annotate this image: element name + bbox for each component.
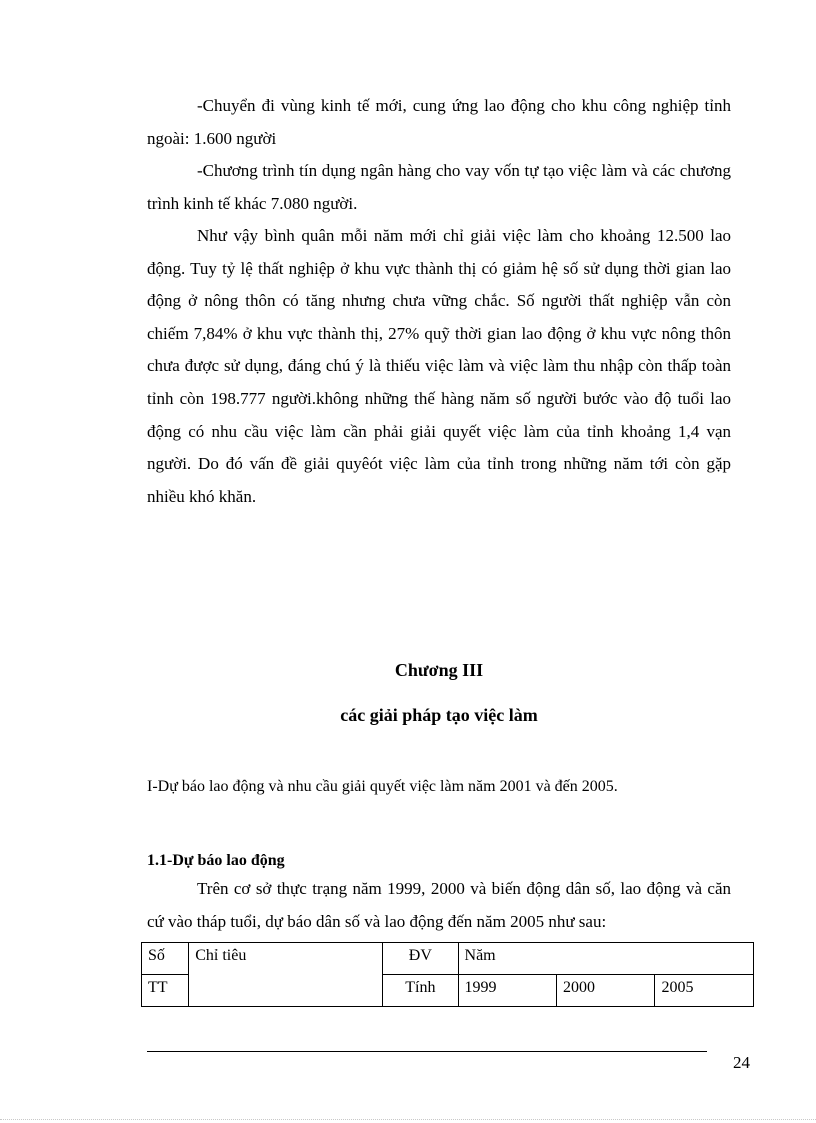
header-unit-bottom: Tính: [383, 975, 458, 1007]
header-unit-top: ĐV: [383, 943, 458, 975]
footer-divider: [147, 1051, 707, 1052]
page-bottom-edge: [0, 1119, 816, 1120]
header-stt-top: Số: [142, 943, 189, 975]
header-year-2005: 2005: [655, 975, 754, 1007]
paragraph-summary: Như vậy bình quân mỗi năm mới chỉ giải việc làm cho khoảng 12.500 lao động. Tuy tỷ lệ thất nghiệp ở khu vực thành thị có giảm hệ số sử dụng thời gian lao động ở nông thôn có tăng nhưng chưa vững chắc. Số người thất nghiệp vẫn còn chiếm 7,84% ở khu vực thành thị, 27% quỹ thời gian lao động ở khu vực nông thôn chưa được sử dụng, đáng chú ý là thiếu việc làm và việc làm thu nhập còn thấp toàn tỉnh còn 198.777 người.không những thế hàng năm số người bước vào độ tuổi lao động có nhu cầu việc làm cần phải giải quyết việc làm của tỉnh khoảng 1,4 vạn người. Do đó vấn đề giải quyêót việc làm của tỉnh trong những năm tới còn gặp nhiều khó khăn.: [147, 226, 731, 506]
forecast-table: [141, 942, 754, 1007]
header-indicator: Chỉ tiêu: [189, 943, 383, 1007]
header-year-1999: 1999: [458, 975, 556, 1007]
paragraph-relocation: -Chuyển đi vùng kinh tế mới, cung ứng lao động cho khu công nghiệp tỉnh ngoài: 1.600 người: [147, 96, 731, 148]
header-year-group: Năm: [458, 943, 753, 975]
chapter-subtitle: các giải pháp tạo việc làm: [340, 705, 538, 725]
subsection-heading: 1.1-Dự báo lao động: [147, 852, 285, 869]
chapter-title: Chương III: [394, 660, 484, 680]
header-stt-bottom: TT: [142, 975, 189, 1007]
section-heading: I-Dự báo lao động và nhu cầu giải quyết việc làm năm 2001 và đến 2005.: [147, 778, 618, 795]
table-header-row: [142, 943, 754, 975]
paragraph-credit-program: -Chương trình tín dụng ngân hàng cho vay vốn tự tạo việc làm và các chương trình kinh tế khác 7.080 người.: [147, 161, 731, 213]
header-year-2000: 2000: [556, 975, 654, 1007]
paragraph-forecast-intro: Trên cơ sở thực trạng năm 1999, 2000 và biến động dân số, lao động và căn cứ vào tháp tuổi, dự báo dân số và lao động đến năm 2005 như sau:: [147, 879, 731, 931]
page-number: 24: [733, 1053, 750, 1072]
